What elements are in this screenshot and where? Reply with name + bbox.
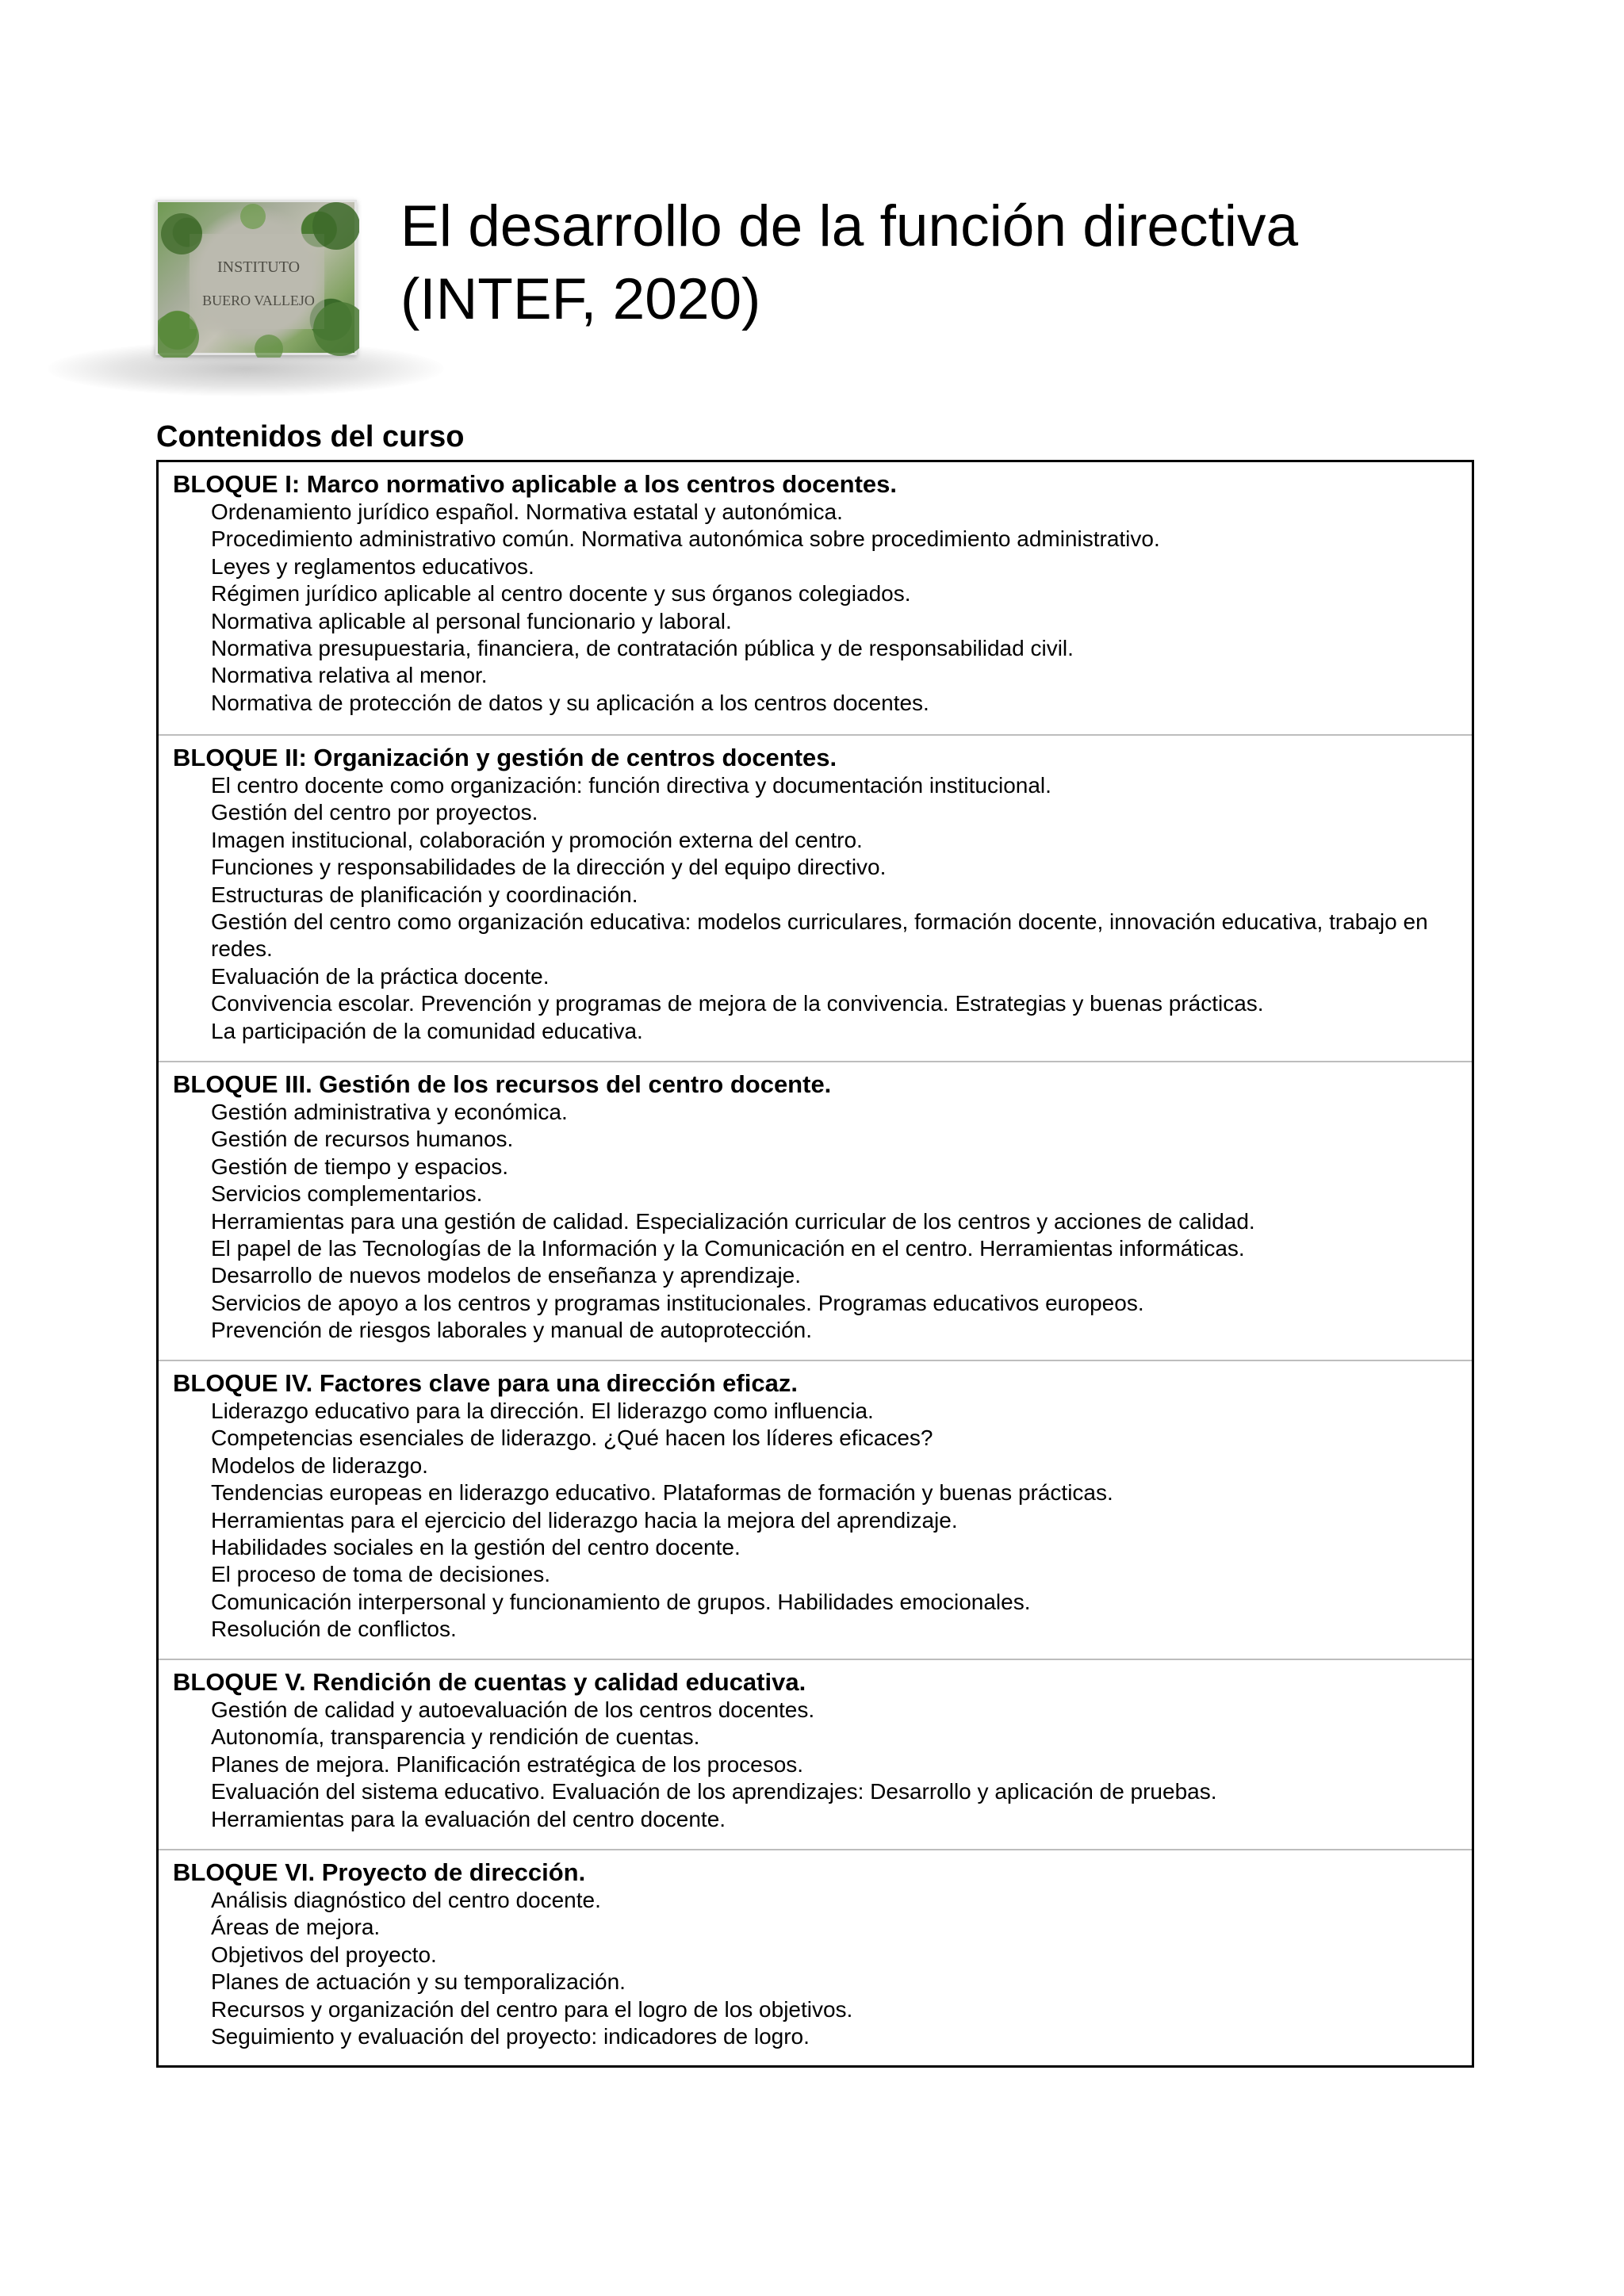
list-item: Convivencia escolar. Prevención y programas de mejora de la convivencia. Estrategias y buenas prácticas. [211, 991, 1264, 1016]
list-item: Modelos de liderazgo. [211, 1452, 428, 1478]
bloque-2 [159, 736, 1472, 1062]
list-item: Liderazgo educativo para la dirección. El liderazgo como influencia. [211, 1399, 874, 1423]
document-title [400, 190, 1511, 336]
list-item: Herramientas para una gestión de calidad. Especialización curricular de los centros y acciones de calidad. [211, 1208, 1255, 1234]
bloque-item-list [211, 1398, 1456, 1644]
list-item: Seguimiento y evaluación del proyecto: indicadores de logro. [211, 2024, 810, 2049]
logo-text-line1: INSTITUTO [216, 258, 301, 276]
list-item: Prevención de riesgos laborales y manual de autoprotección. [211, 1318, 813, 1343]
list-item: Normativa relativa al menor. [211, 663, 488, 688]
bloque-title: BLOQUE IV. Factores clave para una dirección eficaz. [173, 1369, 798, 1397]
list-item: Herramientas para el ejercicio del liderazgo hacia la mejora del aprendizaje. [211, 1507, 958, 1533]
list-item: Resolución de conflictos. [211, 1617, 457, 1642]
list-item: Herramientas para la evaluación del centro docente. [211, 1806, 726, 1831]
section-heading: Contenidos del curso [156, 420, 465, 453]
list-item: Áreas de mejora. [211, 1915, 381, 1940]
list-item: Evaluación de la práctica docente. [211, 963, 550, 989]
list-item: Planes de actuación y su temporalización. [211, 1969, 626, 1995]
list-item: Autonomía, transparencia y rendición de cuentas. [211, 1724, 700, 1750]
list-item: Régimen jurídico aplicable al centro docente y sus órganos colegiados. [211, 581, 911, 607]
bloque-title: BLOQUE V. Rendición de cuentas y calidad educativa. [173, 1668, 806, 1696]
institute-logo-image [155, 200, 357, 355]
bloque-item-list [211, 1887, 1456, 2050]
list-item: El papel de las Tecnologías de la Información y la Comunicación en el centro. Herramientas informáticas. [211, 1236, 1245, 1261]
title-line-1: El desarrollo de la función directiva [400, 194, 1299, 258]
bloque-item-list [211, 1099, 1456, 1345]
list-item: Imagen institucional, colaboración y promoción externa del centro. [211, 827, 863, 852]
list-item: Planes de mejora. Planificación estratégica de los procesos. [211, 1751, 804, 1777]
list-item: Leyes y reglamentos educativos. [211, 553, 534, 579]
list-item: Normativa presupuestaria, financiera, de contratación pública y de responsabilidad civil. [211, 636, 1074, 661]
logo-text-line2: BUERO VALLEJO [202, 293, 315, 308]
list-item: Recursos y organización del centro para el logro de los objetivos. [211, 1996, 853, 2022]
bloque-6 [159, 1850, 1472, 2065]
list-item: Competencias esenciales de liderazgo. ¿Qué hacen los líderes eficaces? [211, 1425, 933, 1451]
list-item: Estructuras de planificación y coordinación. [211, 882, 638, 907]
list-item: Objetivos del proyecto. [211, 1942, 437, 1967]
list-item: El centro docente como organización: función directiva y documentación institucional. [211, 773, 1051, 798]
list-item: La participación de la comunidad educativa. [211, 1018, 643, 1043]
list-item: Gestión de tiempo y espacios. [211, 1154, 509, 1179]
list-item: Servicios de apoyo a los centros y programas institucionales. Programas educativos europeos. [211, 1290, 1144, 1315]
list-item: Tendencias europeas en liderazgo educativo. Plataformas de formación y buenas prácticas. [211, 1480, 1113, 1506]
list-item: Funciones y responsabilidades de la dirección y del equipo directivo. [211, 855, 887, 880]
bloque-title: BLOQUE III. Gestión de los recursos del centro docente. [173, 1070, 832, 1098]
list-item: Comunicación interpersonal y funcionamiento de grupos. Habilidades emocionales. [211, 1589, 1031, 1614]
logo-inscription-icon [158, 202, 359, 358]
title-line-2: (INTEF, 2020) [400, 267, 761, 331]
list-item: El proceso de toma de decisiones. [211, 1562, 551, 1587]
list-item: Procedimiento administrativo común. Normativa autonómica sobre procedimiento administrativo. [211, 526, 1160, 552]
list-item: Habilidades sociales en la gestión del centro docente. [211, 1535, 741, 1560]
bloque-title: BLOQUE VI. Proyecto de dirección. [173, 1858, 586, 1886]
bloque-item-list [211, 772, 1456, 1045]
bloque-item-list [211, 499, 1456, 717]
list-item: Gestión de recursos humanos. [211, 1127, 514, 1152]
list-item: Normativa de protección de datos y su aplicación a los centros docentes. [211, 690, 929, 715]
list-item: Desarrollo de nuevos modelos de enseñanza y aprendizaje. [211, 1263, 802, 1288]
bloque-title: BLOQUE II: Organización y gestión de centros docentes. [173, 744, 837, 771]
list-item: Ordenamiento jurídico español. Normativa estatal y autonómica. [211, 499, 843, 524]
bloque-5 [159, 1660, 1472, 1850]
list-item: Análisis diagnóstico del centro docente. [211, 1888, 601, 1912]
course-contents-table [156, 460, 1474, 2068]
bloque-item-list [211, 1697, 1456, 1833]
bloque-3 [159, 1062, 1472, 1361]
list-item: Servicios complementarios. [211, 1181, 483, 1207]
list-item: Gestión de calidad y autoevaluación de los centros docentes. [211, 1697, 815, 1722]
logo-container [155, 200, 357, 355]
list-item: Gestión del centro por proyectos. [211, 800, 538, 825]
list-item: Normativa aplicable al personal funcionario y laboral. [211, 608, 732, 633]
list-item: Gestión del centro como organización educativa: modelos curriculares, formación docente, innovación educativa, trabajo en redes. [211, 909, 1428, 962]
list-item: Evaluación del sistema educativo. Evaluación de los aprendizajes: Desarrollo y aplicación de pruebas. [211, 1779, 1217, 1804]
bloque-title: BLOQUE I: Marco normativo aplicable a los centros docentes. [173, 470, 898, 498]
bloque-4 [159, 1361, 1472, 1660]
list-item: Gestión administrativa y económica. [211, 1100, 568, 1124]
bloque-1 [159, 462, 1472, 736]
